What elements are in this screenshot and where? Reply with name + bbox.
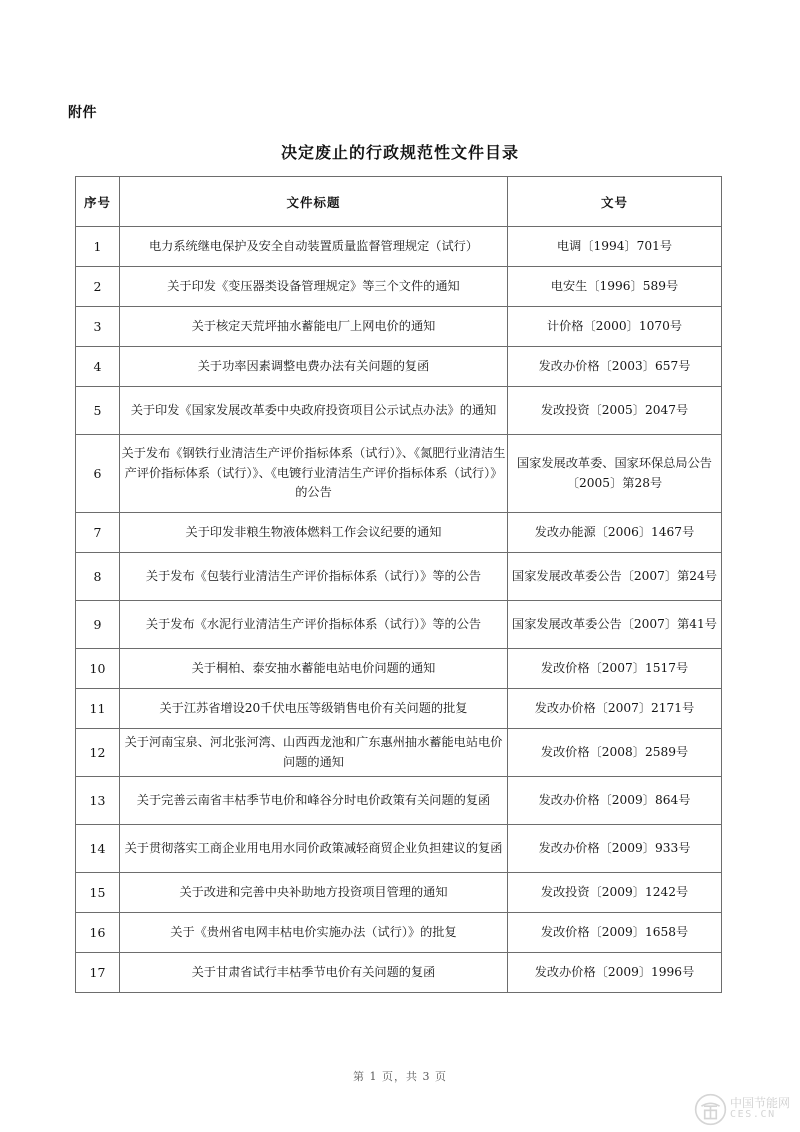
table-row xyxy=(76,387,722,435)
row-number: 电安生〔1996〕589号 xyxy=(508,267,722,307)
row-title: 关于河南宝泉、河北张河湾、山西西龙池和广东惠州抽水蓄能电站电价问题的通知 xyxy=(120,729,508,777)
row-title: 关于完善云南省丰枯季节电价和峰谷分时电价政策有关问题的复函 xyxy=(120,777,508,825)
attachment-label: 附件 xyxy=(68,105,97,121)
row-number: 国家发展改革委公告〔2007〕第41号 xyxy=(508,601,722,649)
row-number: 计价格〔2000〕1070号 xyxy=(508,307,722,347)
row-number: 发改办能源〔2006〕1467号 xyxy=(508,513,722,553)
page-number-footer: 第 1 页，共 3 页 xyxy=(353,1070,447,1083)
row-seq: 8 xyxy=(76,553,120,601)
table-row xyxy=(76,689,722,729)
repealed-documents-table xyxy=(75,176,725,993)
table-row xyxy=(76,307,722,347)
table-row xyxy=(76,825,722,873)
page-title: 决定废止的行政规范性文件目录 xyxy=(280,143,519,162)
column-header-seq: 序号 xyxy=(76,177,120,227)
watermark-text-block xyxy=(730,1097,790,1120)
document-table-container xyxy=(75,176,725,993)
row-seq: 2 xyxy=(76,267,120,307)
table-row xyxy=(76,777,722,825)
watermark-site-name: 中国节能网 xyxy=(730,1096,791,1111)
circular-seal-icon xyxy=(694,1093,727,1126)
row-seq: 6 xyxy=(76,435,120,513)
table-row xyxy=(76,913,722,953)
table-header-row xyxy=(76,177,722,227)
row-title: 电力系统继电保护及安全自动装置质量监督管理规定（试行） xyxy=(120,227,508,267)
table-row xyxy=(76,227,722,267)
row-seq: 12 xyxy=(76,729,120,777)
row-seq: 1 xyxy=(76,227,120,267)
row-seq: 11 xyxy=(76,689,120,729)
row-number: 国家发展改革委、国家环保总局公告 〔2005〕第28号 xyxy=(508,435,722,513)
row-title: 关于发布《钢铁行业清洁生产评价指标体系（试行）》、《氮肥行业清洁生产评价指标体系（试行）》、《电镀行业清洁生产评价指标体系（试行）》的公告 xyxy=(120,435,508,513)
table-body xyxy=(76,227,725,993)
row-seq: 9 xyxy=(76,601,120,649)
row-seq: 14 xyxy=(76,825,120,873)
table-row xyxy=(76,953,722,993)
row-seq: 13 xyxy=(76,777,120,825)
row-number: 发改办价格〔2007〕2171号 xyxy=(508,689,722,729)
watermark-domain: CES.CN xyxy=(730,1109,776,1121)
row-seq: 17 xyxy=(76,953,120,993)
row-number: 发改投资〔2005〕2047号 xyxy=(508,387,722,435)
row-title: 关于印发非粮生物液体燃料工作会议纪要的通知 xyxy=(120,513,508,553)
table-row xyxy=(76,347,722,387)
table-row xyxy=(76,649,722,689)
row-seq: 3 xyxy=(76,307,120,347)
table-header xyxy=(76,177,722,227)
table-row xyxy=(76,435,722,513)
row-title: 关于改进和完善中央补助地方投资项目管理的通知 xyxy=(120,873,508,913)
row-title: 关于功率因素调整电费办法有关问题的复函 xyxy=(120,347,508,387)
table-row xyxy=(76,513,722,553)
row-title: 关于甘肃省试行丰枯季节电价有关问题的复函 xyxy=(120,953,508,993)
row-number: 发改价格〔2007〕1517号 xyxy=(508,649,722,689)
table-row xyxy=(76,267,722,307)
row-number: 发改办价格〔2009〕933号 xyxy=(508,825,722,873)
row-number: 国家发展改革委公告〔2007〕第24号 xyxy=(508,553,722,601)
row-seq: 10 xyxy=(76,649,120,689)
row-title: 关于发布《水泥行业清洁生产评价指标体系（试行）》等的公告 xyxy=(120,601,508,649)
row-title: 关于江苏省增设20千伏电压等级销售电价有关问题的批复 xyxy=(120,689,508,729)
row-number: 发改价格〔2008〕2589号 xyxy=(508,729,722,777)
column-header-title: 文件标题 xyxy=(120,177,508,227)
row-title: 关于发布《包装行业清洁生产评价指标体系（试行）》等的公告 xyxy=(120,553,508,601)
row-title: 关于桐柏、泰安抽水蓄能电站电价问题的通知 xyxy=(120,649,508,689)
table-row xyxy=(76,553,722,601)
row-number: 发改办价格〔2003〕657号 xyxy=(508,347,722,387)
row-number: 发改办价格〔2009〕864号 xyxy=(508,777,722,825)
row-seq: 5 xyxy=(76,387,120,435)
row-title: 关于核定天荒坪抽水蓄能电厂上网电价的通知 xyxy=(120,307,508,347)
site-watermark xyxy=(694,1089,794,1129)
table-row xyxy=(76,601,722,649)
table-row xyxy=(76,873,722,913)
column-header-number: 文号 xyxy=(508,177,722,227)
row-number: 发改价格〔2009〕1658号 xyxy=(508,913,722,953)
table-row xyxy=(76,729,722,777)
row-seq: 15 xyxy=(76,873,120,913)
row-title: 关于印发《国家发展改革委中央政府投资项目公示试点办法》的通知 xyxy=(120,387,508,435)
row-number: 发改投资〔2009〕1242号 xyxy=(508,873,722,913)
row-number: 电调〔1994〕701号 xyxy=(508,227,722,267)
row-seq: 4 xyxy=(76,347,120,387)
row-number: 发改办价格〔2009〕1996号 xyxy=(508,953,722,993)
row-seq: 7 xyxy=(76,513,120,553)
row-title: 关于贯彻落实工商企业用电用水同价政策减轻商贸企业负担建议的复函 xyxy=(120,825,508,873)
row-seq: 16 xyxy=(76,913,120,953)
row-title: 关于印发《变压器类设备管理规定》等三个文件的通知 xyxy=(120,267,508,307)
row-title: 关于《贵州省电网丰枯电价实施办法（试行）》的批复 xyxy=(120,913,508,953)
